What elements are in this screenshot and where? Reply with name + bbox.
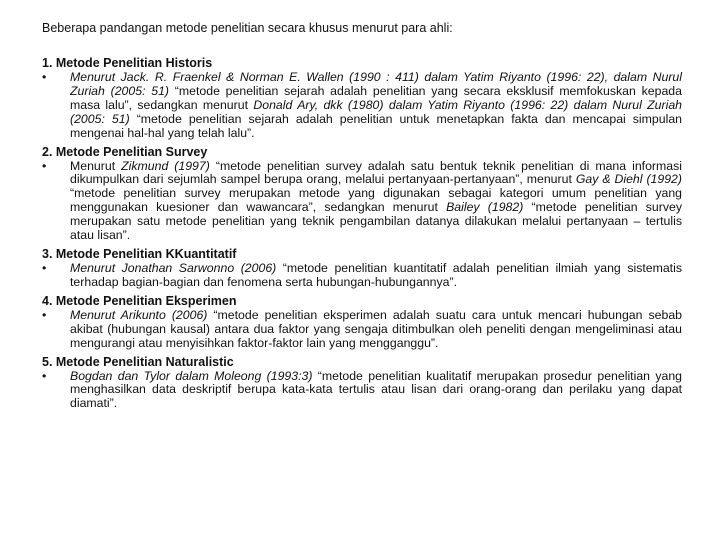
- section-heading-survey: 2. Metode Penelitian Survey: [42, 144, 208, 159]
- section-heading-historis: 1. Metode Penelitian Historis: [42, 56, 213, 70]
- bullet-eksperimen: [42, 309, 682, 351]
- text-segment: “metode penelitian sejarah adalah penelitian yang secara eksklusif memfokuskan kepada masa lalu”, sedangkan menurut: [70, 83, 682, 112]
- bullet-text-historis: [70, 71, 682, 141]
- bullet-naturalistic: [42, 370, 682, 412]
- bullet-text-eksperimen: [70, 309, 682, 351]
- text-segment: “metode penelitian sejarah adalah penelitian untuk menetapkan fakta dan mencapai simpulan mengenai hal-hal yang telah lalu”.: [70, 111, 682, 140]
- text-segment: “metode penelitian survey merupakan satu metode penelitian yang teknik pengambilan datanya dilakukan melalui pertanyaan – tertulis atau lisan”.: [70, 200, 682, 243]
- citation: Bailey (1982): [446, 200, 524, 215]
- citation: Gay & Diehl (1992): [575, 172, 682, 187]
- citation: Zikmund (1997): [121, 158, 210, 173]
- section-heading-naturalistic: 5. Metode Penelitian Naturalistic: [42, 354, 234, 369]
- bullet-icon: •: [42, 70, 47, 84]
- citation: Menurut Jonathan Sarwonno (2006): [70, 260, 277, 275]
- bullet-survey: [42, 160, 682, 243]
- text-segment: “metode penelitian kualitatif merupakan prosedur penelitian yang menghasilkan data deskriptif berupa kata-kata tertulis atau lisan dari orang-orang dan perilaku yang dapat diamati”.: [70, 368, 682, 411]
- section-heading-eksperimen: 4. Metode Penelitian Eksperimen: [42, 293, 237, 308]
- text-segment: “metode penelitian survey merupakan metode yang digunakan sebagai kategori umum penelitian yang menggunakan kuesioner dan wawancara”, sedangkan menurut: [70, 186, 682, 215]
- bullet-icon: •: [42, 158, 47, 173]
- bullet-icon: •: [42, 307, 47, 322]
- citation: Menurut Jack. R. Fraenkel & Norman E. Wallen (1990 : 411) dalam Yatim Riyanto (1996: 22), dalam Nurul Zuriah (2005: 51): [70, 70, 682, 98]
- text-segment: “metode penelitian eksperimen adalah suatu cara untuk mencari hubungan sebab akibat (hubungan kausal) antara dua faktor yang sengaja ditimbulkan oleh peneliti dengan mengeliminasi atau mengurangi atau menyisihkan faktor-faktor lain yang mengganggu”.: [70, 307, 682, 350]
- bullet-text-survey: [70, 160, 682, 243]
- text-segment: “metode penelitian survey adalah satu bentuk teknik penelitian di mana informasi dikumpulkan dari sejumlah sampel berupa orang, melalui pertanyaan-pertanyaan”, menurut: [70, 158, 682, 187]
- bullet-text-kuantitatif: [70, 262, 682, 290]
- bullet-icon: •: [42, 368, 47, 383]
- citation: Donald Ary, dkk (1980) dalam Yatim Riyanto (1996: 22) dalam Nurul Zuriah (2005: 51): [70, 97, 682, 126]
- citation: Menurut Arikunto (2006): [70, 307, 208, 322]
- text-segment: Menurut: [70, 158, 122, 173]
- bullet-text-naturalistic: [70, 370, 682, 412]
- bullet-icon: •: [42, 260, 47, 275]
- text-segment: “metode penelitian kuantitatif adalah penelitian ilmiah yang sistematis terhadap bagian-bagian dan fenomena serta hubungan-hubungannya”.: [70, 260, 682, 289]
- methods-list: [42, 55, 682, 411]
- bullet-historis: [42, 71, 682, 141]
- intro-text: Beberapa pandangan metode penelitian secara khusus menurut para ahli:: [42, 21, 453, 35]
- section-heading-kuantitatif: 3. Metode Penelitian KKuantitatif: [42, 246, 237, 261]
- bullet-kuantitatif: [42, 262, 682, 290]
- citation: Bogdan dan Tylor dalam Moleong (1993:3): [70, 368, 313, 383]
